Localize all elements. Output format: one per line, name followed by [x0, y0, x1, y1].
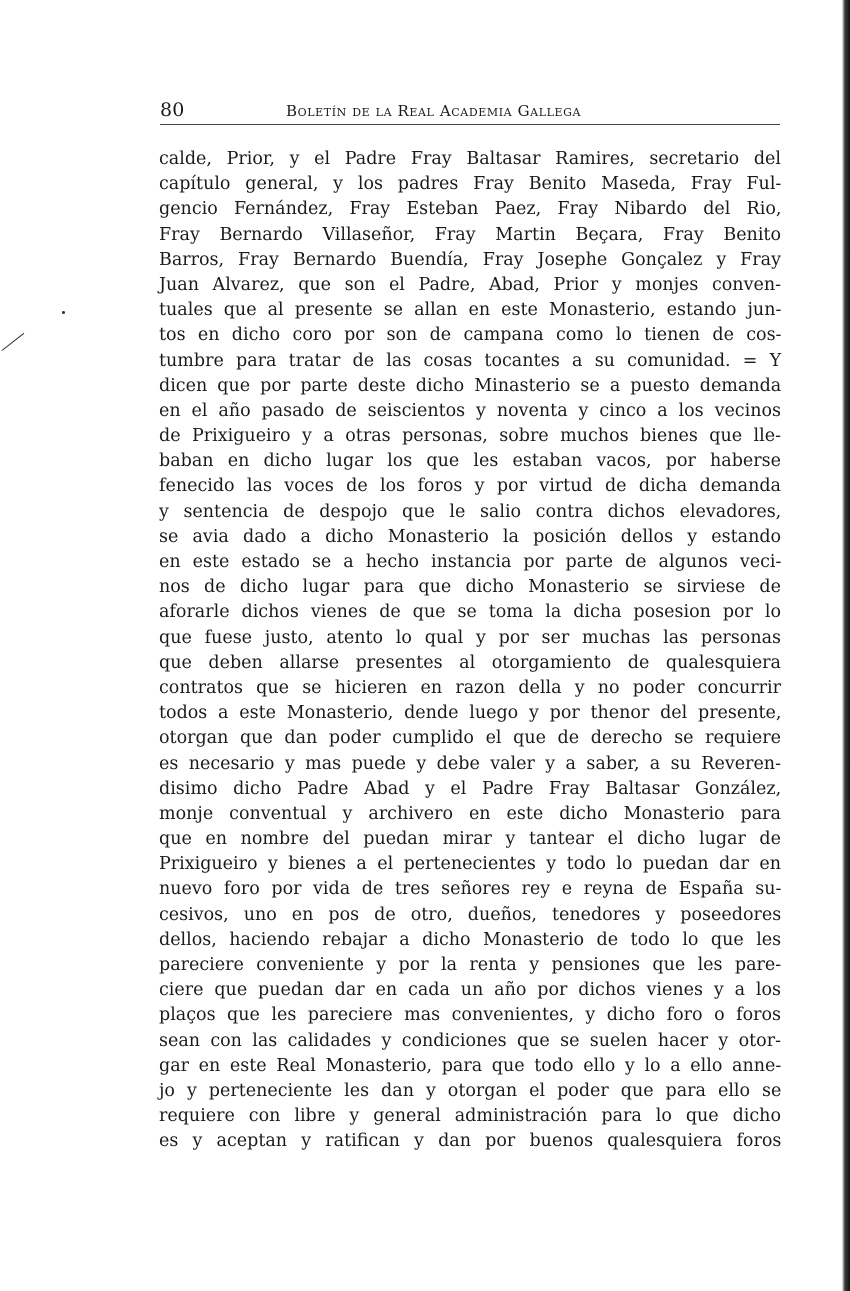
text-line: en el año pasado de seiscientos y noventa y cinco a los vecinos [159, 400, 781, 421]
text-line: plaços que les pareciere mas convenientes, y dicho foro o foros [159, 1005, 781, 1026]
margin-mark-dot [62, 311, 65, 314]
text-line: gencio Fernández, Fray Esteban Paez, Fray Nibardo del Rio, [159, 199, 782, 220]
text-line: en este estado se a hecho instancia por parte de algunos veci- [159, 552, 782, 572]
text-line: pareciere conveniente y por la renta y pensiones que les pare- [159, 955, 782, 975]
text-line: nuevo foro por vida de tres señores rey e reyna de España su- [159, 879, 782, 900]
body-text [159, 147, 781, 1155]
text-line: calde, Prior, y el Padre Fray Baltasar Ramires, secretario del [159, 149, 781, 169]
text-line: disimo dicho Padre Abad y el Padre Fray Baltasar González, [159, 778, 782, 799]
running-header [160, 98, 780, 122]
text-line: tos en dicho coro por son de campana como lo tienen de cos- [159, 325, 782, 346]
text-line: aforarle dichos vienes de que se toma la dicha posesion por lo [159, 602, 781, 623]
text-line: y sentencia de despojo que le salio contra dichos elevadores, [159, 501, 782, 522]
text-line: tumbre para tratar de las cosas tocantes a su comunidad. = Y [159, 350, 782, 371]
text-line: Fray Bernardo Villaseñor, Fray Martin Beçara, Fray Benito [159, 224, 781, 245]
running-title: Boletín de la Real Academia Gallega [286, 102, 582, 120]
text-line: es y aceptan y ratifican y dan por buenos qualesquiera foros [159, 1131, 782, 1152]
text-line: capítulo general, y los padres Fray Benito Maseda, Fray Ful- [159, 174, 782, 195]
page-number: 80 [160, 99, 185, 121]
text-line: es necesario y mas puede y debe valer y a saber, a su Reveren- [159, 753, 781, 774]
text-line: baban en dicho lugar los que les estaban vacos, por haberse [159, 451, 781, 472]
text-line: requiere con libre y general administración para lo que dicho [159, 1106, 781, 1127]
text-line: que deben allarse presentes al otorgamiento de qualesquiera [159, 652, 781, 673]
header-rule [160, 124, 780, 125]
text-line: cesivos, uno en pos de otro, dueños, tenedores y poseedores [159, 904, 782, 925]
text-line: gar en este Real Monasterio, para que todo ello y lo a ello anne- [159, 1055, 782, 1076]
text-line: Prixigueiro y bienes a el pertenecientes y todo lo puedan dar en [159, 854, 781, 875]
page-edge-shadow [842, 0, 850, 1291]
text-line: se avia dado a dicho Monasterio la posición dellos y estando [159, 526, 782, 547]
text-line: Barros, Fray Bernardo Buendía, Fray Josephe Gonçalez y Fray [159, 249, 781, 270]
margin-mark-stroke [2, 333, 25, 351]
text-line: tuales que al presente se allan en este Monasterio, estando jun- [159, 300, 782, 321]
text-line: otorgan que dan poder cumplido el que de derecho se requiere [159, 728, 781, 749]
text-line: jo y perteneciente les dan y otorgan el poder que para ello se [159, 1080, 782, 1101]
text-line: que fuese justo, atento lo qual y por ser muchas las personas [159, 627, 781, 648]
text-line: de Prixigueiro y a otras personas, sobre muchos bienes que lle- [159, 426, 782, 447]
text-line: nos de dicho lugar para que dicho Monasterio se sirviese de [159, 577, 781, 598]
text-line: dellos, haciendo rebajar a dicho Monasterio de todo lo que les [159, 929, 782, 950]
text-line: sean con las calidades y condiciones que se suelen hacer y otor- [159, 1030, 781, 1051]
text-line: Juan Alvarez, que son el Padre, Abad, Prior y monjes conven- [159, 274, 781, 295]
text-line: contratos que se hicieren en razon della y no poder concurrir [159, 677, 781, 698]
text-line: fenecido las voces de los foros y por virtud de dicha demanda [159, 476, 781, 497]
text-line: monje conventual y archivero en este dicho Monasterio para [159, 803, 781, 824]
text-line: ciere que puedan dar en cada un año por dichos vienes y a los [159, 980, 782, 1001]
text-line: dicen que por parte deste dicho Minasterio se a puesto demanda [159, 375, 782, 396]
text-line: todos a este Monasterio, dende luego y por thenor del presente, [159, 703, 782, 724]
text-line: que en nombre del puedan mirar y tantear el dicho lugar de [159, 829, 781, 850]
